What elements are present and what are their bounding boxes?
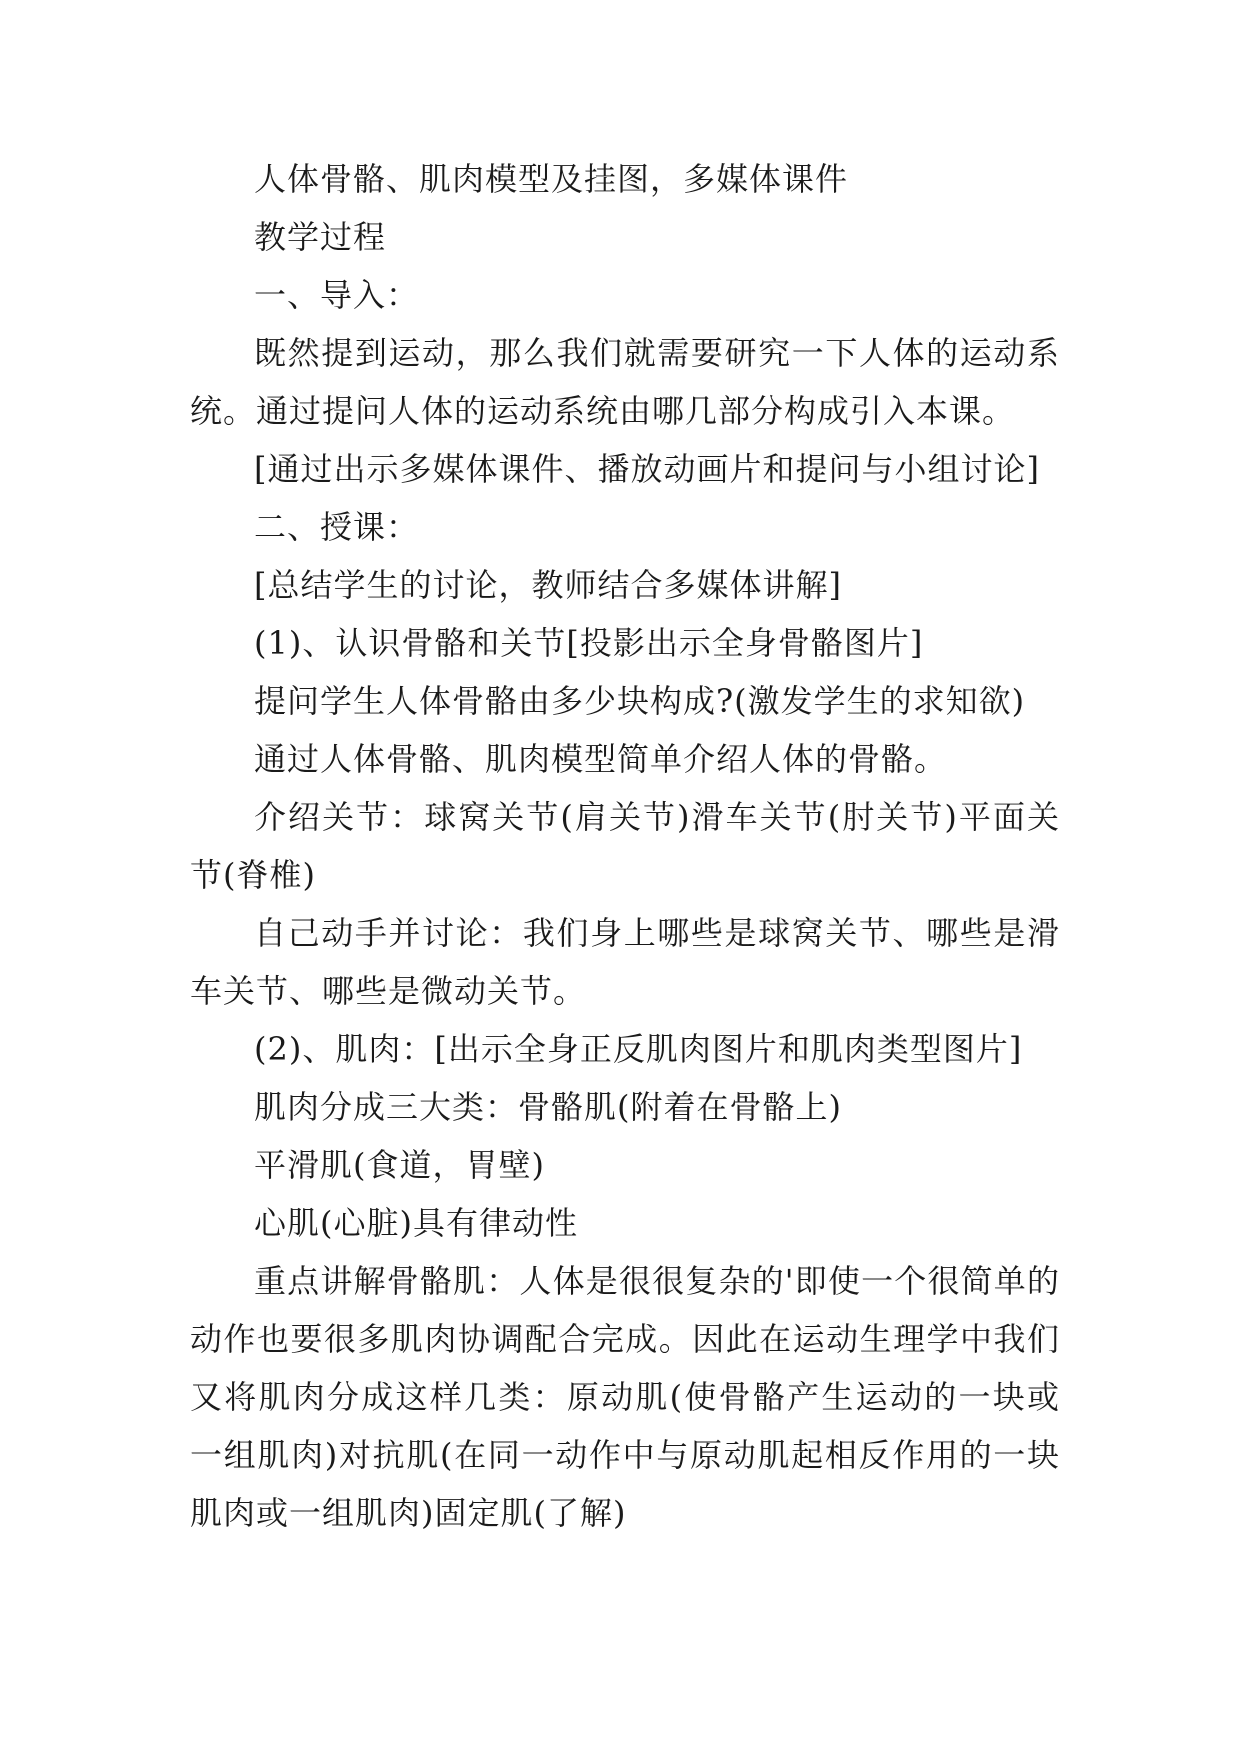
paragraph-bones-joints: (1)、认识骨骼和关节[投影出示全身骨骼图片]	[254, 624, 924, 662]
document-body	[190, 150, 1060, 1542]
paragraph-intro-text: 既然提到运动，那么我们就需要研究一下人体的运动系统。通过提问人体的运动系统由哪几部分构成引入本课。	[190, 334, 1060, 430]
paragraph-materials: 人体骨骼、肌肉模型及挂图，多媒体课件	[254, 160, 849, 198]
paragraph-intro-method: [通过出示多媒体课件、播放动画片和提问与小组讨论]	[254, 450, 1040, 488]
paragraph-muscles: (2)、肌肉：[出示全身正反肌肉图片和肌肉类型图片]	[254, 1030, 1023, 1068]
paragraph-bone-question: 提问学生人体骨骼由多少块构成?(激发学生的求知欲)	[254, 682, 1026, 720]
paragraph-section-intro: 一、导入：	[254, 276, 420, 314]
paragraph-bone-model: 通过人体骨骼、肌肉模型简单介绍人体的骨骼。	[254, 740, 948, 778]
paragraph-skeletal-muscle: 重点讲解骨骼肌：人体是很很复杂的'即使一个很简单的动作也要很多肌肉协调配合完成。因此在运动生理学中我们又将肌肉分成这样几类：原动肌(使骨骼产生运动的一块或一组肌肉)对抗肌(在同一动作中与原动肌起相反作用的一块肌肉或一组肌肉)固定肌(了解)	[190, 1262, 1060, 1532]
paragraph-section-lesson: 二、授课：	[254, 508, 420, 546]
paragraph-teaching-process: 教学过程	[254, 218, 387, 256]
paragraph-joint-types: 介绍关节：球窝关节(肩关节)滑车关节(肘关节)平面关节(脊椎)	[190, 798, 1060, 894]
paragraph-cardiac-muscle: 心肌(心脏)具有律动性	[254, 1204, 578, 1242]
paragraph-smooth-muscle: 平滑肌(食道，胃壁)	[254, 1146, 545, 1184]
paragraph-joint-discussion: 自己动手并讨论：我们身上哪些是球窝关节、哪些是滑车关节、哪些是微动关节。	[190, 914, 1060, 1010]
paragraph-lesson-method: [总结学生的讨论，教师结合多媒体讲解]	[254, 566, 842, 604]
paragraph-muscle-categories: 肌肉分成三大类：骨骼肌(附着在骨骼上)	[254, 1088, 842, 1126]
